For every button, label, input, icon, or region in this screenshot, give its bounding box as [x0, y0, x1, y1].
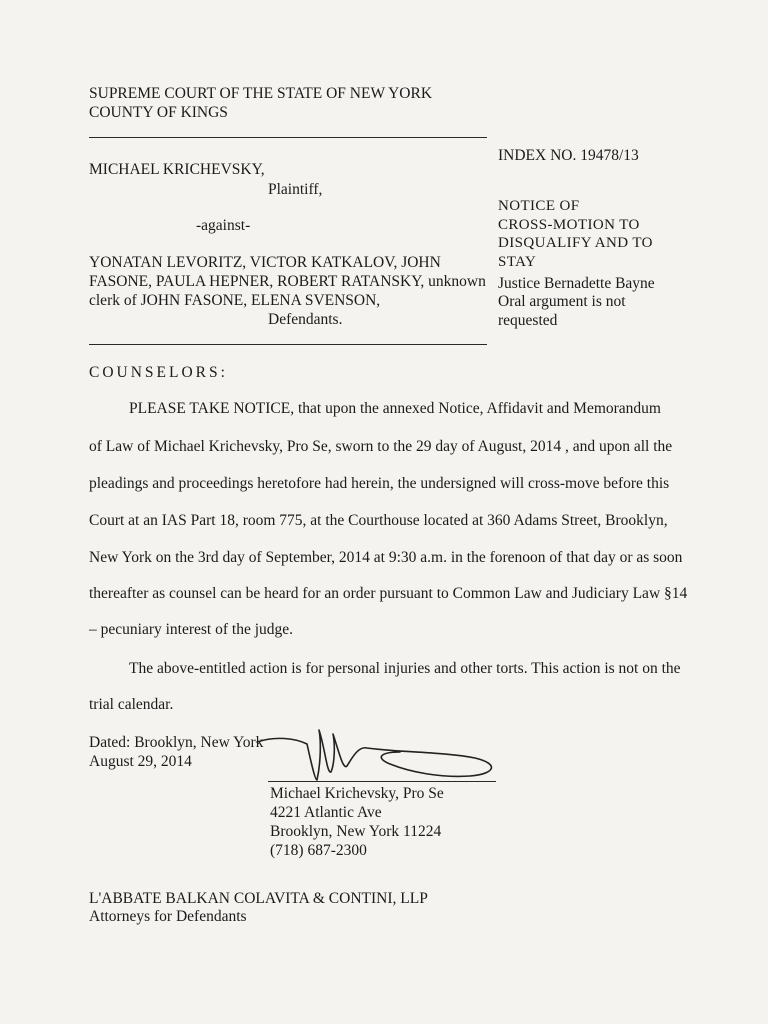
defendants-role: Defendants. — [268, 311, 343, 328]
court-heading — [89, 84, 432, 122]
defendants-line: clerk of JOHN FASONE, ELENA SVENSON, — [89, 292, 381, 309]
defendants-line: YONATAN LEVORITZ, VICTOR KATKALOV, JOHN — [89, 254, 441, 271]
body-line: trial calendar. — [89, 696, 174, 713]
oral-argument-line2: requested — [498, 312, 558, 329]
defense-firm-name: L'ABBATE BALKAN COLAVITA & CONTINI, LLP — [89, 890, 428, 907]
index-number: INDEX NO. 19478/13 — [498, 147, 639, 164]
body-line-text: that upon the annexed Notice, Affidavit and Memorandum — [294, 400, 661, 417]
body-line: The above-entitled action is for personal injuries and other torts. This action is not on the — [129, 660, 681, 677]
title-line: DISQUALIFY AND TO — [498, 235, 653, 251]
signer-phone: (718) 687-2300 — [270, 842, 367, 859]
signer-name: Michael Krichevsky, Pro Se — [270, 785, 444, 802]
signer-address-city: Brooklyn, New York 11224 — [270, 823, 442, 840]
title-line: STAY — [498, 253, 537, 270]
body-line: pleadings and proceedings heretofore had herein, the undersigned will cross-move before this — [89, 475, 670, 492]
signer-block — [270, 784, 444, 860]
body-line: New York on the 3rd day of September, 2014 at 9:30 a.m. in the forenoon of that day or as soon — [89, 549, 683, 566]
signature-line — [268, 781, 496, 782]
plaintiff-role: Plaintiff, — [268, 181, 323, 198]
caption-top-rule — [89, 137, 487, 138]
dated-place: Dated: Brooklyn, New York — [89, 734, 264, 751]
body-line — [129, 400, 661, 418]
dated-date: August 29, 2014 — [89, 753, 192, 770]
court-name: SUPREME COURT OF THE STATE OF NEW YORK — [89, 85, 433, 102]
body-line: – pecuniary interest of the judge. — [89, 621, 294, 638]
plaintiff-name: MICHAEL KRICHEVSKY, — [89, 161, 265, 178]
defendants-list — [89, 253, 486, 310]
document-title — [498, 197, 653, 271]
dated-block — [89, 733, 263, 771]
caption-bottom-rule — [89, 344, 487, 345]
notice-lead: PLEASE TAKE NOTICE, — [129, 400, 295, 417]
oral-argument-line1: Oral argument is not — [498, 293, 626, 310]
body-line: thereafter as counsel can be heard for an order pursuant to Common Law and Judiciary Law §14 — [89, 585, 688, 602]
title-line: NOTICE OF — [498, 198, 580, 214]
title-line: CROSS-MOTION TO — [498, 216, 640, 233]
body-line: of Law of Michael Krichevsky, Pro Se, sworn to the 29 day of August, 2014 , and upon all the — [89, 438, 673, 455]
defense-firm-role: Attorneys for Defendants — [89, 908, 247, 925]
against-label: -against- — [196, 217, 251, 234]
signer-address-street: 4221 Atlantic Ave — [270, 804, 382, 821]
justice-name: Justice Bernadette Bayne — [498, 275, 655, 292]
defendants-line: FASONE, PAULA HEPNER, ROBERT RATANSKY, unknown — [89, 273, 486, 290]
body-line: Court at an IAS Part 18, room 775, at the Courthouse located at 360 Adams Street, Brooklyn, — [89, 512, 668, 529]
county-name: COUNTY OF KINGS — [89, 104, 228, 121]
counselors-heading: COUNSELORS: — [89, 364, 228, 381]
handwritten-signature — [255, 722, 505, 784]
